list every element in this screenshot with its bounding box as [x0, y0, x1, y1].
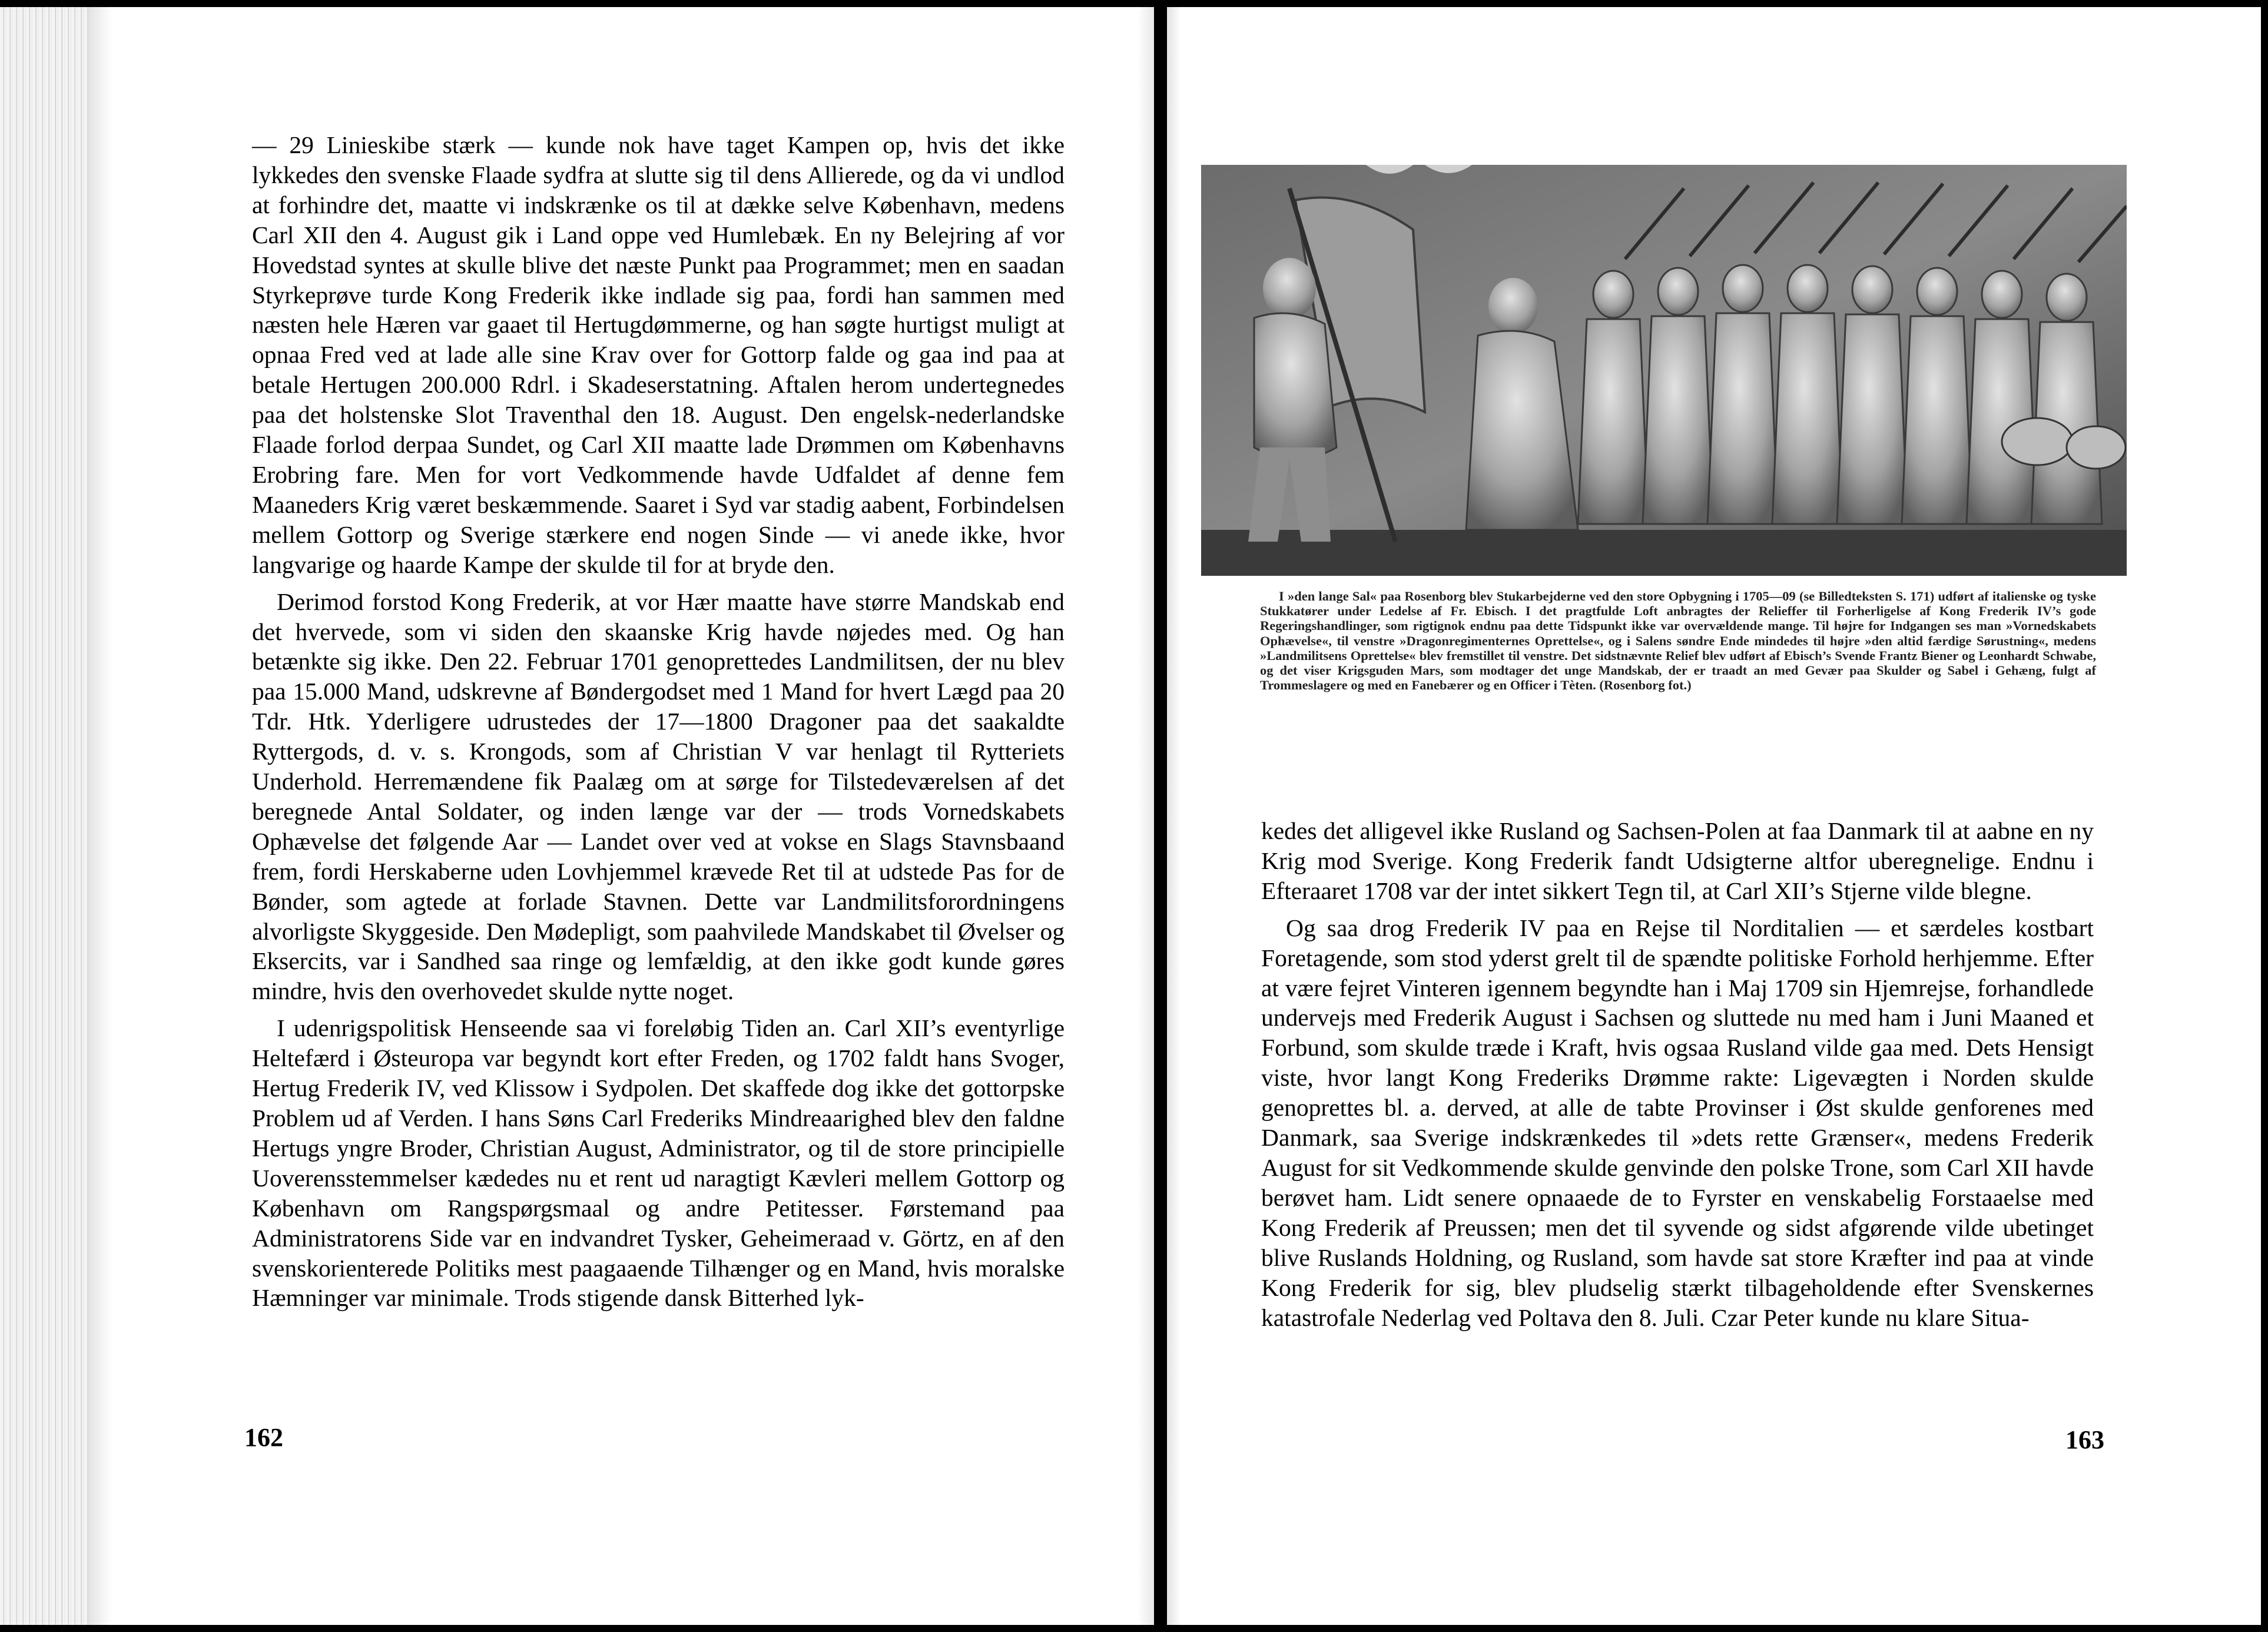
- caption-text: I »den lange Sal« paa Rosenborg blev Stukarbejderne ved den store Opbygning i 1705—09 (se Billedteksten S. 171) udført af italienske og tyske Stukkatører under Ledelse af Fr. Ebisch. I det pragtfulde Loft anbragtes der Relieffer til Forherligelse af Kong Frederik IV’s gode Regeringshandlinger, som rigtignok endnu paa dette Tidspunkt ikke var overvældende mange. Til højre for Indgangen ses man »Vornedskabets Ophævelse«, til venstre »Dragonregimenternes Oprettelse«, og i Salens søndre Ende mindedes til højre »den altid færdige Sørustning«, medens »Landmilitsens Oprettelse« blev fremstillet til venstre. Det sidstnævnte Relief blev udført af Ebisch’s Svende Frantz Biener og Leonhardt Schwabe, og det viser Krigsguden Mars, som modtager det unge Mandskab, der er traadt an med Gevær paa Skulder og Sabel i Gehæng, fulgt af Trommeslagere og med en Fanebærer og en Officer i Tèten. (Rosenborg fot.): [1260, 589, 2096, 693]
- paragraph: kedes det alligevel ikke Rusland og Sachsen-Polen at faa Danmark til at aabne en ny Krig mod Sverige. Kong Frederik fandt Udsigterne altfor uberegnelige. Endnu i Efteraaret 1708 var der intet sikkert Tegn til, at Carl XII’s Stjerne vilde blegne.: [1261, 817, 2094, 904]
- paragraph: Derimod forstod Kong Frederik, at vor Hær maatte have større Mandskab end det hvervede, som vi siden den skaanske Krig havde nøjedes med. Og han betænkte sig ikke. Den 22. Februar 1701 genoprettedes Landmilitsen, der nu blev paa 15.000 Mand, udskrevne af Bøndergodset med 1 Mand for hvert Lægd paa 20 Tdr. Htk. Yderligere udrustedes der 17—1800 Dragoner paa det saakaldte Ryttergods, d. v. s. Krongods, som af Christian V var henlagt til Rytteriets Underhold. Herremændene fik Paalæg om at sørge for Tilstedeværelsen af det beregnede Antal Soldater, og inden længe var der — trods Vornedskabets Ophævelse det følgende Aar — Landet over ved at vokse en Slags Stavnsbaand frem, fordi Herskaberne uden Lovhjemmel krævede Ret til at udstede Pas for de Bønder, som agtede at forlade Stavnen. Dette var Landmilitsforordningens alvorligste Skyggeside. Den Mødepligt, som paahvilede Mandskabet til Øvelser og Eksercits, var i Sandhed saa ringe og lemfældig, at den ikke godt kunde gøres mindre, hvis den overhovedet skulde nytte noget.: [252, 588, 1065, 1005]
- page-number: 163: [2065, 1425, 2104, 1454]
- paragraph: Og saa drog Frederik IV paa en Rejse til Norditalien — et særdeles kostbart Foretagende, som stod yderst grelt til de spændte politiske Forhold herhjemme. Efter at være fejret Vinteren igennem begyndte han i Maj 1709 sin Hjemrejse, forhandlede undervejs med Frederik August i Sachsen og sluttede nu med ham i Juni Maaned et Forbund, som skulde træde i Kraft, hvis ogsaa Rusland vilde gaa med. Dets Hensigt viste, hvor langt Kong Frederiks Drømme rakte: Ligevægten i Norden skulde genoprettes bl. a. derved, at alle de tabte Provinser i Øst skulde genforenes med Danmark, saa Sverige indskrænkedes til »dets rette Grænser«, medens Frederik August for sit Vedkommende skulde genvinde den polske Trone, som Carl XII havde berøvet ham. Lidt senere opnaaede de to Fyrster en venskabelig Forstaaelse med Kong Frederik af Preussen; men det til syvende og sidst afgørende vilde ubetinget blive Ruslands Holdning, og Rusland, som havde sat store Kræfter ind paa at vinde Kong Frederik for sig, blev pludselig stærkt tilbageholdende efter Svenskernes katastrofale Nederlag ved Poltava den 8. Juli. Czar Peter kunde nu klare Situa-: [1261, 914, 2094, 1331]
- page-edges: [0, 7, 88, 1625]
- left-page-body-text: [252, 130, 1065, 1313]
- figure-caption: [1260, 589, 2096, 692]
- paragraph: — 29 Linieskibe stærk — kunde nok have taget Kampen op, hvis det ikke lykkedes den svenske Flaade sydfra at slutte sig til dens Allierede, og da vi undlod at forhindre det, maatte vi indskrænke os til at dække selve København, medens Carl XII den 4. August gik i Land oppe ved Humlebæk. En ny Belejring af vor Hovedstad syntes at skulle blive det næste Punkt paa Programmet; men en saadan Styrkeprøve turde Kong Frederik ikke indlade sig paa, fordi han sammen med næsten hele Hæren var gaaet til Hertugdømmerne, og han søgte hurtigst muligt at opnaa Fred ved at lade alle sine Krav over for Gottorp falde og gaa ind paa at betale Hertugen 200.000 Rdrl. i Skadeserstatning. Aftalen herom undertegnedes paa det holstenske Slot Traventhal den 18. August. Den engelsk-nederlandske Flaade forlod derpaa Sundet, og Carl XII maatte lade Drømmen om Københavns Erobring fare. Men for vort Vedkommende havde Udfaldet af denne fem Maaneders Krig været beskæmmende. Saaret i Syd var stadig aabent, Forbindelsen mellem Gottorp og Sverige stærkere end nogen Sinde — vi anede ikke, hvor langvarige og haarde Kampe der skulde til for at bryde den.: [252, 131, 1065, 578]
- page-number: 162: [244, 1423, 283, 1452]
- paragraph: I udenrigspolitisk Henseende saa vi foreløbig Tiden an. Carl XII’s eventyrlige Heltefærd i Østeuropa var begyndt kort efter Freden, og 1702 faldt hans Svoger, Hertug Frederik IV, ved Klissow i Sydpolen. Det skaffede dog ikke det gottorpske Problem ud af Verden. I hans Søns Carl Frederiks Mindreaarighed blev den faldne Hertugs yngre Broder, Christian August, Administrator, og til de store principielle Uoverensstemmelser kædedes nu et rent ud naragtigt Kævleri mellem Gottorp og København om Rangspørgsmaal og andre Petitesser. Førstemand paa Administratorens Side var en indvandret Tysker, Geheimeraad v. Görtz, en af den svenskorienterede Politiks mest paagaaende Tilhænger og en Mand, hvis moralske Hæmninger var minimale. Trods stigende dansk Bitterhed lyk-: [252, 1014, 1065, 1312]
- right-page-body-text: [1261, 816, 2094, 1332]
- relief-photograph: [1201, 165, 2127, 576]
